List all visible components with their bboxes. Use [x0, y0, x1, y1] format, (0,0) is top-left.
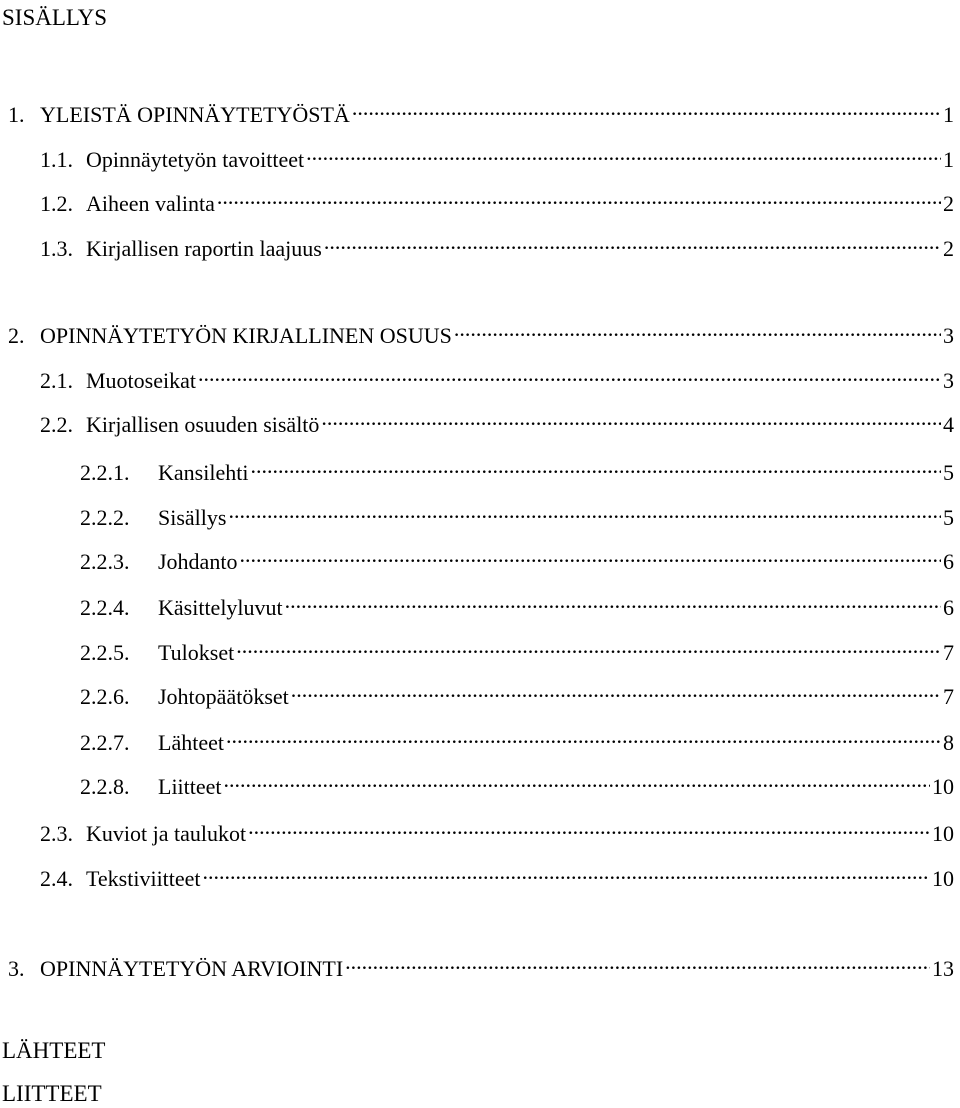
toc-page: 1: [943, 102, 954, 127]
toc-leader: [236, 632, 941, 660]
toc-page: 6: [943, 549, 954, 574]
toc-page: 10: [932, 774, 954, 799]
toc-number: 1.: [8, 102, 25, 127]
toc-leader: [324, 228, 941, 256]
toc-page: 7: [943, 684, 954, 709]
toc-entry[interactable]: [8, 948, 954, 981]
toc-entry[interactable]: [80, 541, 954, 574]
toc-references[interactable]: LÄHTEET: [2, 1038, 106, 1063]
toc-appendices[interactable]: LIITTEET: [2, 1081, 102, 1106]
toc-entry[interactable]: [40, 228, 954, 261]
toc-leader: [198, 360, 941, 388]
toc-page: 5: [943, 460, 954, 485]
toc-title: Johtopäätökset: [158, 684, 289, 709]
toc-page: 4: [943, 412, 954, 437]
toc-title: Tekstiviitteet: [86, 866, 201, 891]
toc-title: Kirjallisen osuuden sisältö: [86, 412, 320, 437]
toc-number: 2.2.7.: [80, 730, 130, 755]
toc-entry[interactable]: [80, 632, 954, 665]
toc-page: 2: [943, 191, 954, 216]
toc-leader: [291, 676, 941, 704]
toc-leader: [352, 94, 941, 122]
toc-leader: [250, 452, 941, 480]
toc-title: OPINNÄYTETYÖN KIRJALLINEN OSUUS: [40, 323, 452, 348]
toc-entry[interactable]: [80, 587, 954, 620]
toc-leader: [239, 541, 941, 569]
toc-entry[interactable]: [8, 315, 954, 348]
toc-number: 2.1.: [40, 368, 73, 393]
toc-page: 3: [943, 323, 954, 348]
toc-title: OPINNÄYTETYÖN ARVIOINTI: [40, 956, 344, 981]
toc-entry[interactable]: [40, 360, 954, 393]
toc-page: 10: [932, 821, 954, 846]
toc-entry[interactable]: [80, 676, 954, 709]
toc-entry[interactable]: [40, 813, 954, 846]
toc-entry[interactable]: [80, 722, 954, 755]
toc-page: 10: [932, 866, 954, 891]
toc-entry[interactable]: [40, 858, 954, 891]
toc-title: Aiheen valinta: [86, 191, 215, 216]
toc-title: Liitteet: [158, 774, 222, 799]
toc-number: 2.2.: [40, 412, 73, 437]
toc-number: 2.: [8, 323, 25, 348]
toc-page: 5: [943, 505, 954, 530]
toc-leader: [203, 858, 930, 886]
toc-page: 2: [943, 236, 954, 261]
toc-page: 7: [943, 640, 954, 665]
toc-entry[interactable]: [80, 766, 954, 799]
toc-number: 2.2.1.: [80, 460, 130, 485]
toc-page: 1: [943, 147, 954, 172]
toc-number: 2.2.4.: [80, 595, 130, 620]
toc-leader: [285, 587, 941, 615]
toc-number: 2.2.3.: [80, 549, 130, 574]
toc-entry[interactable]: [40, 183, 954, 216]
toc-number: 2.2.2.: [80, 505, 130, 530]
toc-leader: [226, 722, 941, 750]
toc-title: YLEISTÄ OPINNÄYTETYÖSTÄ: [40, 102, 350, 127]
toc-page: 3: [943, 368, 954, 393]
toc-number: 1.3.: [40, 236, 73, 261]
toc-title: Tulokset: [158, 640, 235, 665]
toc-title: Kirjallisen raportin laajuus: [86, 236, 322, 261]
toc-leader: [306, 139, 941, 167]
toc-title: Muotoseikat: [86, 368, 196, 393]
toc-title: Opinnäytetyön tavoitteet: [86, 147, 305, 172]
toc-number: 2.3.: [40, 821, 73, 846]
toc-leader: [217, 183, 941, 211]
toc-page: 13: [932, 956, 954, 981]
toc-title: Sisällys: [158, 505, 227, 530]
toc-number: 2.2.8.: [80, 774, 130, 799]
toc-title: Kuviot ja taulukot: [86, 821, 247, 846]
toc-number: 1.2.: [40, 191, 73, 216]
toc-entry[interactable]: [40, 404, 954, 437]
toc-entry[interactable]: [80, 452, 954, 485]
toc-entry[interactable]: [80, 497, 954, 530]
toc-entry[interactable]: [40, 139, 954, 172]
toc-title: Johdanto: [158, 549, 238, 574]
toc-entry[interactable]: [8, 94, 954, 127]
toc-number: 2.4.: [40, 866, 73, 891]
toc-leader: [228, 497, 941, 525]
toc-number: 3.: [8, 956, 25, 981]
toc-leader: [224, 766, 930, 794]
toc-title: Käsittelyluvut: [158, 595, 283, 620]
toc-title: Lähteet: [158, 730, 224, 755]
toc-page: 8: [943, 730, 954, 755]
toc-number: 1.1.: [40, 147, 73, 172]
toc-leader: [248, 813, 930, 841]
page-title: SISÄLLYS: [2, 5, 108, 30]
toc-leader: [345, 948, 930, 976]
toc-number: 2.2.5.: [80, 640, 130, 665]
toc-leader: [454, 315, 941, 343]
toc-number: 2.2.6.: [80, 684, 130, 709]
toc-leader: [321, 404, 941, 432]
toc-page: 6: [943, 595, 954, 620]
toc-title: Kansilehti: [158, 460, 249, 485]
